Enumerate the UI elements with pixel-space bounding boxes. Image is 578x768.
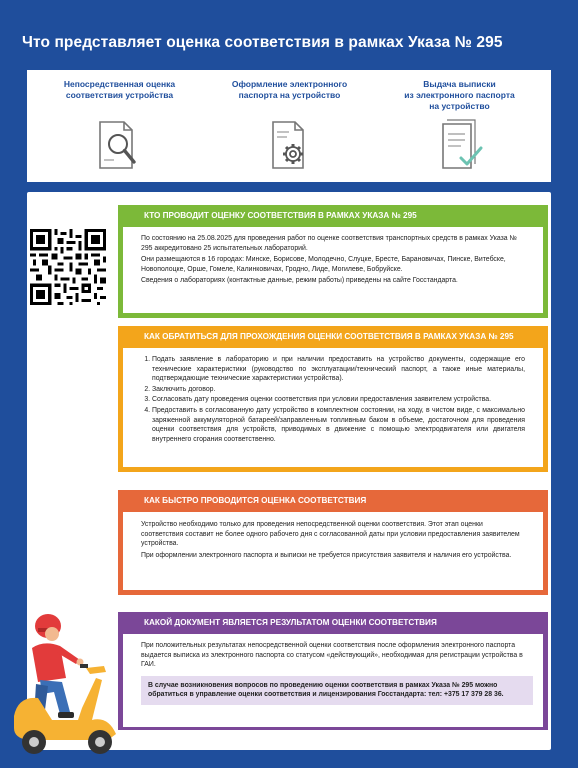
process-steps-card — [27, 70, 551, 182]
section-body — [123, 634, 543, 727]
section-body — [123, 348, 543, 467]
section-how-fast — [118, 490, 548, 595]
section-header: КАК ОБРАТИТЬСЯ ДЛЯ ПРОХОЖДЕНИЯ ОЦЕНКИ СООТВЕТСТВИЯ В РАМКАХ УКАЗА № 295 — [144, 332, 514, 341]
step-extract — [377, 79, 542, 112]
list-item: 3. Согласовать дату проведения оценки соответствия при условии предоставления заявителем устройства. — [152, 395, 525, 405]
section-body — [123, 227, 543, 313]
section-who-assesses — [118, 205, 548, 318]
paragraph: Сведения о лабораториях (контактные данные, режим работы) приведены на сайте Госстандарта. — [141, 277, 458, 285]
list-item: 1. Подать заявление в лабораторию и при наличии предоставить на устройство документы, содержащие его технические характеристики (руководство по эксплуатации/технический паспорт, а также иные материалы, подтверждающие технические характеристики устройства). — [152, 355, 525, 384]
contact-note: В случае возникновения вопросов по проведению оценки соответствия в рамках Указа № 295 можно обратиться в управление оценки соответствия и лицензирования Госстандарта: тел: +375 17 379 28 36. — [141, 676, 533, 705]
list-item: 2. Заключить договор. — [152, 385, 525, 395]
section-body — [123, 512, 543, 590]
paragraph: При положительных результатах непосредственной оценки соответствия после оформления электронного паспорта выдается выписка из электронного паспорта со статусом «действующий», необходимая для регистрации устройства в ГАИ. — [141, 642, 523, 669]
step-label: Оформление электронного — [231, 79, 348, 89]
step-label: из электронного паспорта — [404, 90, 515, 100]
gear-document-icon — [263, 118, 315, 172]
qr-code[interactable] — [30, 229, 106, 305]
section-header: КАК БЫСТРО ПРОВОДИТСЯ ОЦЕНКА СООТВЕТСТВИЯ — [144, 496, 367, 505]
section-result-document — [118, 612, 548, 730]
checkmark-document-icon — [435, 118, 487, 172]
magnifier-document-icon — [92, 118, 144, 172]
step-electronic-passport — [207, 79, 372, 101]
paragraph: По состоянию на 25.08.2025 для проведения работ по оценке соответствия транспортных средств в рамках Указа № 295 аккредитовано 25 испытательных лабораторий. — [141, 235, 517, 252]
step-label: на устройство — [429, 101, 490, 111]
steps-list — [141, 355, 525, 444]
section-how-to-apply — [118, 326, 548, 472]
paragraph: Устройство необходимо только для проведения непосредственной оценки соответствия. Этот этап оценки соответствия составит не более одного рабочего дня с согласованной даты при условии предоставления заявителем устройства. — [141, 521, 520, 548]
scooter-rider-illustration — [8, 608, 120, 756]
step-direct-assessment — [37, 79, 202, 101]
list-item: 4. Предоставить в согласованную дату устройство в комплектном состоянии, на ходу, в чистом виде, с максимально заряженной аккумуляторной батареей/заправленным топливным баком в объеме, достаточном для проведения оценки соответствия для устройств, приводимых в движение с помощью электродвигателя или двигателя внутреннего сгорания соответственно. — [152, 406, 525, 444]
paragraph: При оформлении электронного паспорта и выписки не требуется присутствия заявителя и наличия его устройства. — [141, 551, 512, 559]
step-label: Выдача выписки — [423, 79, 496, 89]
step-label: соответствия устройства — [65, 90, 174, 100]
step-label: паспорта на устройство — [238, 90, 341, 100]
section-header: КТО ПРОВОДИТ ОЦЕНКУ СООТВЕТСТВИЯ В РАМКАХ УКАЗА № 295 — [144, 211, 417, 220]
page-title: Что представляет оценка соответствия в рамках Указа № 295 — [22, 34, 503, 51]
step-label: Непосредственная оценка — [63, 79, 176, 89]
paragraph: Они размещаются в 16 городах: Минске, Борисове, Молодечно, Слуцке, Бресте, Барановичах, Пинске, Витебске, Новополоцке, Орше, Гомеле, Калинковичах, Гродно, Лиде, Могилеве, Бобруйске. — [141, 256, 506, 273]
section-header: КАКОЙ ДОКУМЕНТ ЯВЛЯЕТСЯ РЕЗУЛЬТАТОМ ОЦЕНКИ СООТВЕТСТВИЯ — [144, 618, 437, 627]
